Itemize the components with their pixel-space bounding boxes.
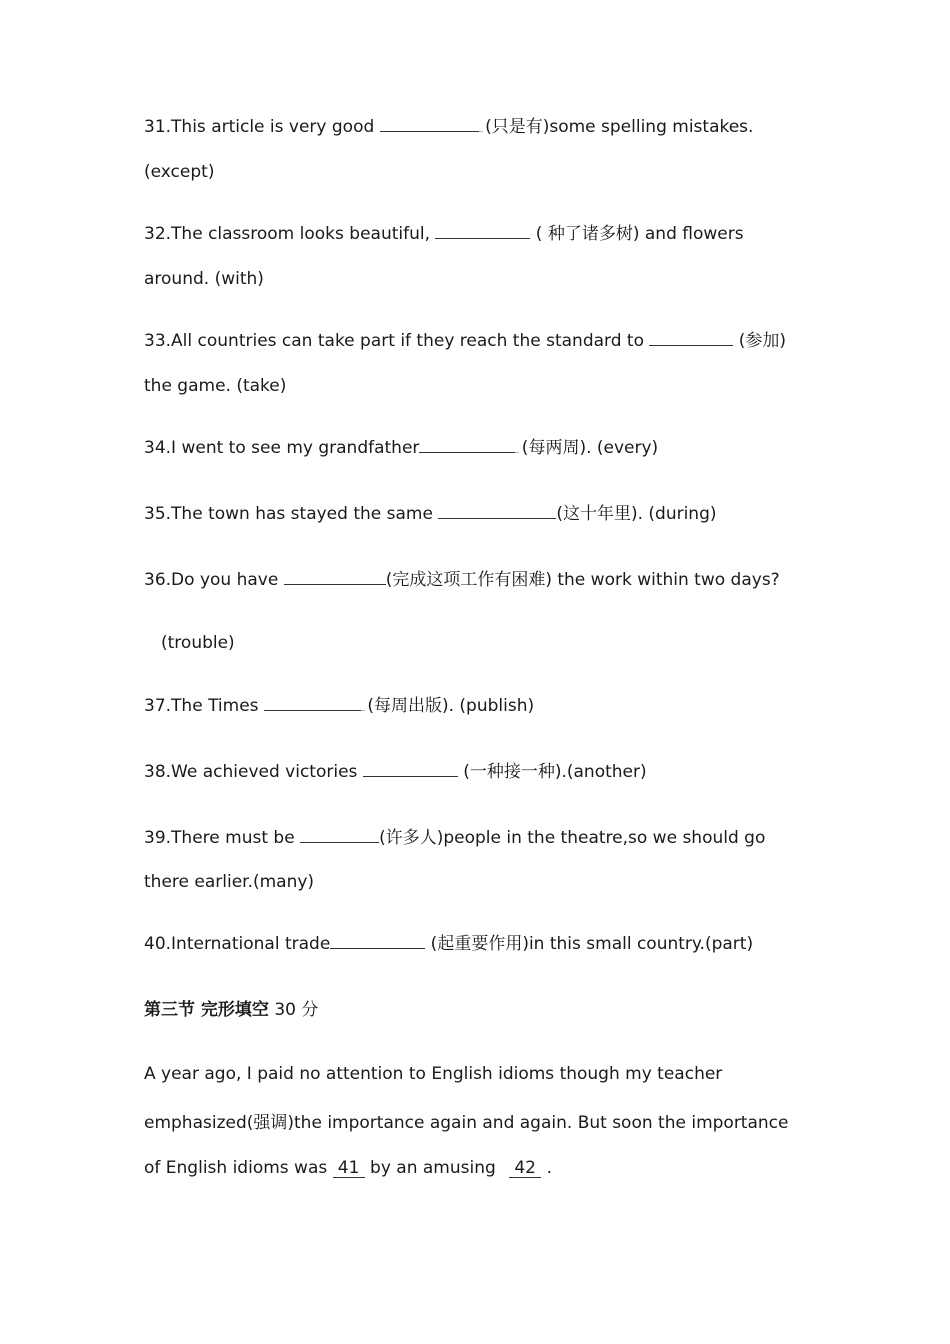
question-39: 39.There must be (许多人)people in the theatre,so we should go xyxy=(144,828,766,848)
passage-line-2: emphasized(强调)the importance again and again. But soon the importance xyxy=(144,1113,789,1133)
question-38: 38.We achieved victories (一种接一种).(another) xyxy=(144,762,647,782)
cloze-blank-41[interactable]: 41 xyxy=(333,1159,365,1178)
answer-blank-32[interactable] xyxy=(435,223,530,239)
question-33-hint: the game. (take) xyxy=(144,376,287,396)
cloze-blank-42[interactable]: 42 xyxy=(509,1159,541,1178)
question-40: 40.International trade (起重要作用)in this small country.(part) xyxy=(144,934,754,954)
answer-blank-34[interactable] xyxy=(419,437,516,453)
question-36-hint: (trouble) xyxy=(161,633,235,653)
question-37: 37.The Times (每周出版). (publish) xyxy=(144,696,535,716)
answer-blank-31[interactable] xyxy=(380,116,480,132)
question-34: 34.I went to see my grandfather (每两周). (every) xyxy=(144,438,659,458)
answer-blank-37[interactable] xyxy=(264,695,362,711)
question-35: 35.The town has stayed the same (这十年里). (during) xyxy=(144,504,717,524)
question-36: 36.Do you have (完成这项工作有困难) the work within two days? xyxy=(144,570,780,590)
passage-line-3: of English idioms was 41 by an amusing 42 . xyxy=(144,1158,552,1178)
question-33: 33.All countries can take part if they reach the standard to (参加) xyxy=(144,331,787,351)
answer-blank-36[interactable] xyxy=(284,569,386,585)
question-31-hint: (except) xyxy=(144,162,215,182)
section-score: 30 分 xyxy=(268,1000,319,1020)
answer-blank-38[interactable] xyxy=(363,761,458,777)
passage-line-1: A year ago, I paid no attention to English idioms though my teacher xyxy=(144,1064,723,1084)
answer-blank-39[interactable] xyxy=(300,827,379,843)
question-31: 31.This article is very good (只是有)some spelling mistakes. xyxy=(144,117,754,137)
answer-blank-33[interactable] xyxy=(649,330,733,346)
question-32: 32.The classroom looks beautiful, ( 种了诸多树) and flowers xyxy=(144,224,744,244)
answer-blank-35[interactable] xyxy=(438,503,556,519)
answer-blank-40[interactable] xyxy=(330,933,425,949)
question-39-hint: there earlier.(many) xyxy=(144,872,315,892)
section-title: 第三节 完形填空 xyxy=(144,1000,269,1020)
question-32-hint: around. (with) xyxy=(144,269,264,289)
section-heading xyxy=(144,999,318,1021)
